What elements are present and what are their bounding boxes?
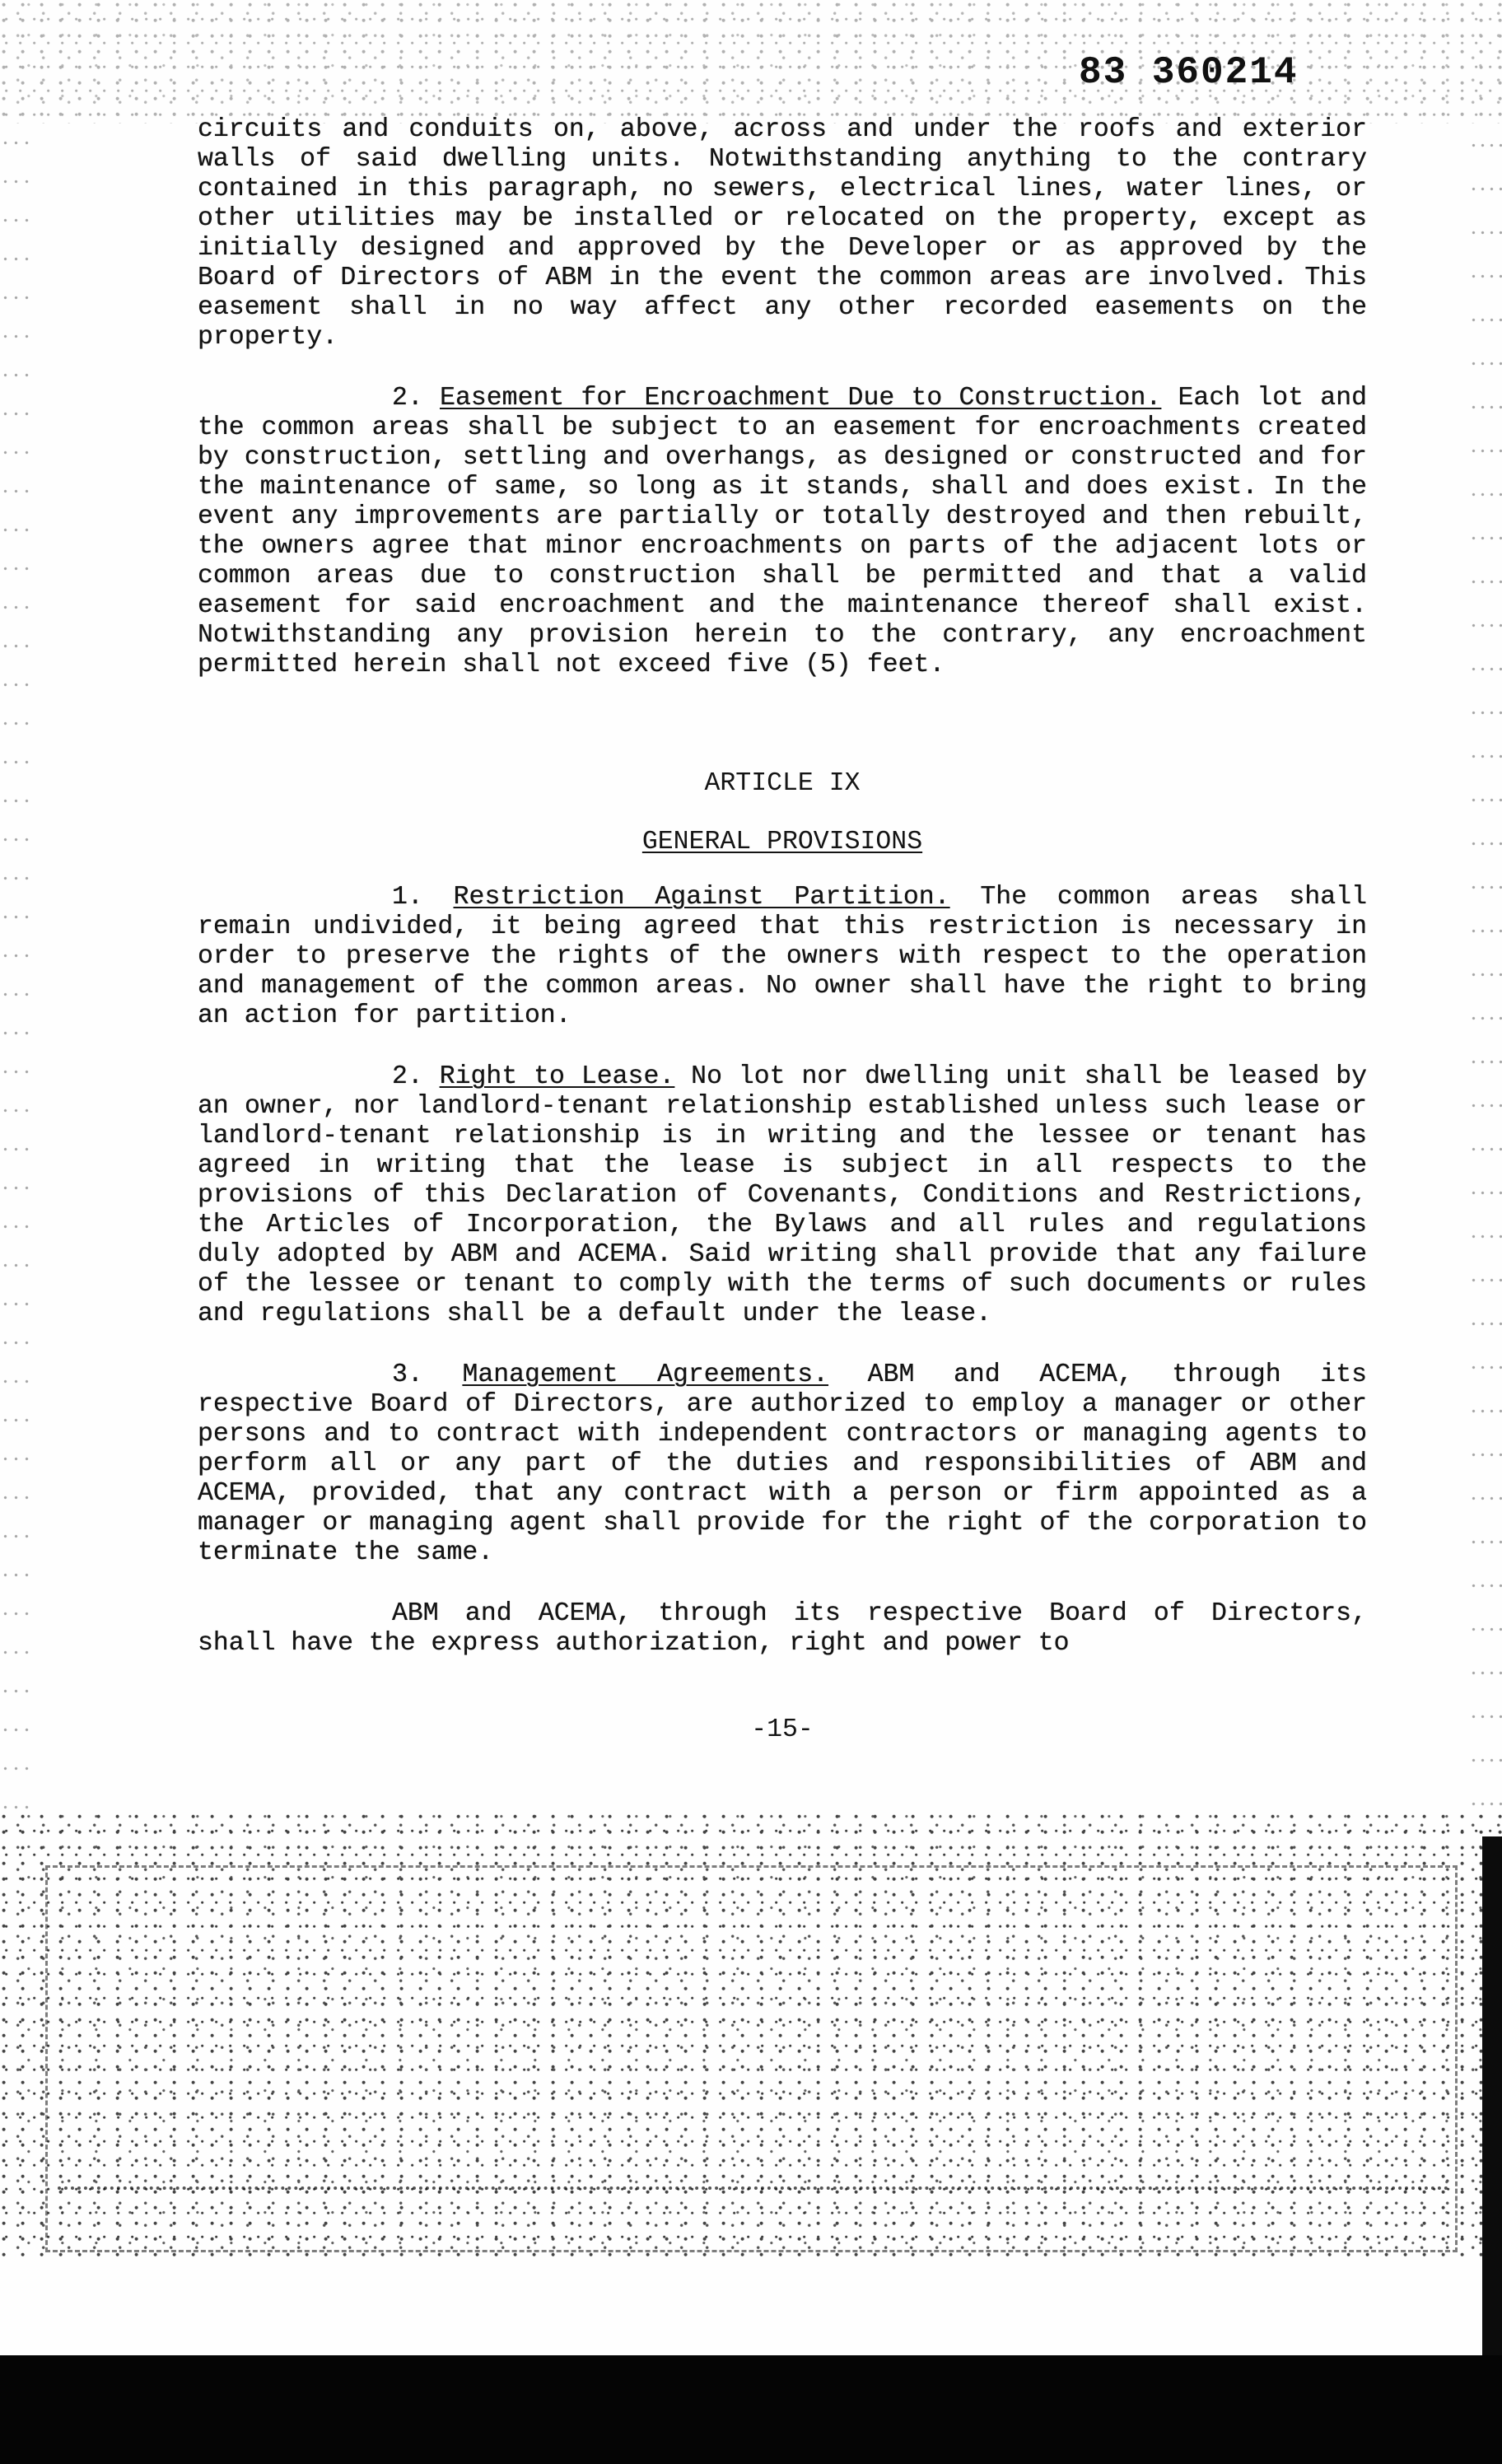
- closing-paragraph: ABM and ACEMA, through its respective Board of Directors, shall have the express authorization, right and power to: [198, 1599, 1367, 1658]
- article-body: [198, 883, 1367, 1659]
- item-text: ABM and ACEMA, through its respective Board of Directors, are authorized to employ a manager or other persons and to contract with independent contractors or managing agents to perform all or any part of the duties and responsibilities of ABM and ACEMA, provided, that any contract with a person or firm appointed as a manager or managing agent shall provide for the right of the corporation to terminate the same.: [198, 1360, 1368, 1567]
- item-number: 1.: [392, 883, 423, 912]
- item-text: No lot nor dwelling unit shall be leased by an owner, nor landlord-tenant relationship established unless such lease or landlord-tenant relationship is in writing and the lessee or tenant has agreed in writing that the lease is subject in all respects to the provisions of this Declaration of Covenants, Conditions and Restrictions, the Articles of Incorporation, the Bylaws and all rules and regulations duly adopted by ABM and ACEMA. Said writing shall provide that any failure of the lessee or tenant to comply with the terms of such documents or rules and regulations shall be a default under the lease.: [198, 1062, 1367, 1328]
- scan-artifact-frame: [45, 1865, 1458, 2252]
- article-subtitle: [198, 828, 1367, 856]
- article-title: ARTICLE IX: [704, 769, 861, 798]
- scan-edge-shadow: [1482, 1836, 1502, 2364]
- right-to-lease-paragraph: [198, 1062, 1367, 1329]
- item-heading: Easement for Encroachment Due to Construction.: [440, 384, 1162, 413]
- restriction-against-partition-paragraph: [198, 883, 1367, 1031]
- easement-encroachment-paragraph: [198, 384, 1367, 680]
- article-subtitle-text: GENERAL PROVISIONS: [641, 828, 923, 856]
- scan-artifact-line: [58, 2186, 1449, 2190]
- document-number: 83 360214: [1079, 51, 1299, 94]
- management-agreements-paragraph: [198, 1360, 1367, 1568]
- scan-noise-left-edge: [0, 124, 33, 1812]
- item-number: 3.: [392, 1360, 423, 1389]
- item-number: 2.: [392, 1062, 423, 1091]
- item-text: Each lot and the common areas shall be subject to an easement for encroachments created by construction, settling and overhangs, as designed or constructed and for the maintenance of same, so long as it stands, shall and does exist. In the event any improvements are partially or totally destroyed and then rebuilt, the owners agree that minor encroachments on parts of the adjacent lots or common areas due to construction shall be permitted and that a valid easement for said encroachment and the maintenance thereof shall exist. Notwithstanding any provision herein to the contrary, any encroachment permitted herein shall not exceed five (5) feet.: [198, 384, 1368, 679]
- section-top: [198, 115, 1367, 680]
- item-text: The common areas shall remain undivided, it being agreed that this restriction is necessary in order to preserve the rights of the owners with respect to the operation and management of the common areas. No owner shall have the right to bring an action for partition.: [198, 883, 1368, 1030]
- item-heading: Management Agreements.: [462, 1360, 829, 1389]
- item-number: 2.: [392, 384, 423, 413]
- item-heading: Right to Lease.: [439, 1062, 675, 1091]
- continuation-paragraph: circuits and conduits on, above, across and under the roofs and exterior walls of said dwelling units. Notwithstanding anything to the contrary contained in this paragraph, no sewers, electrical lines, water lines, or other utilities may be installed or relocated on the property, except as initially designed and approved by the Developer or as approved by the Board of Directors of ABM in the event the common areas are involved. This easement shall in no way affect any other recorded easements on the property.: [198, 115, 1367, 352]
- scan-noise-right-edge: [1469, 124, 1502, 1812]
- scan-bottom-shadow: [0, 2355, 1502, 2464]
- page-number: -15-: [751, 1715, 814, 1744]
- item-heading: Restriction Against Partition.: [453, 883, 950, 912]
